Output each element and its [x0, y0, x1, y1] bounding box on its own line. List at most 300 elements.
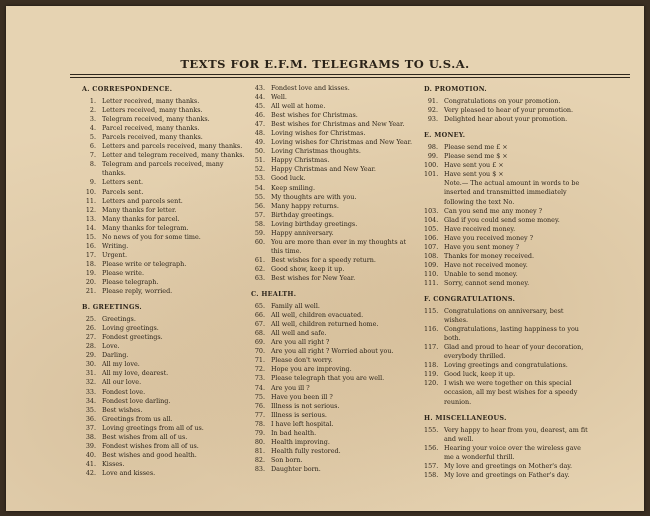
telegram-text-item: [251, 393, 419, 402]
column-left: [82, 84, 248, 478]
item-text: Letters sent.: [102, 178, 144, 187]
telegram-text-item: [251, 220, 419, 229]
item-text: Loving Christmas thoughts.: [271, 147, 361, 156]
item-text: Many thanks for telegram.: [102, 223, 189, 232]
item-text: Health fully restored.: [271, 446, 341, 455]
telegram-text-item: [424, 243, 589, 252]
item-number: 110.: [424, 269, 439, 278]
telegram-text-item: [251, 147, 419, 156]
section-heading: C. HEALTH.: [251, 290, 297, 299]
item-text: All well, children returned home.: [271, 320, 379, 329]
telegram-text-item: [82, 451, 248, 460]
telegram-text-item: [82, 224, 248, 233]
telegram-text-item: [251, 447, 419, 456]
telegram-text-item: [424, 361, 589, 370]
item-text: Illness is not serious.: [271, 401, 340, 410]
item-number: 119.: [424, 370, 439, 379]
item-number: 3.: [89, 115, 96, 124]
telegram-text-item: [251, 184, 419, 193]
item-text: My thoughts are with you.: [271, 192, 357, 201]
telegram-text-item: [82, 287, 248, 296]
item-text: Have sent you £ ×: [444, 161, 504, 170]
section-gap: [424, 124, 589, 130]
telegram-text-item: [251, 374, 419, 383]
item-text: Letter and telegram received, many thanks.: [102, 151, 245, 160]
item-text: Good luck.: [271, 174, 306, 183]
item-text: Parcel received, many thanks.: [102, 124, 200, 133]
item-number: 11.: [85, 196, 96, 205]
item-number: 18.: [85, 259, 96, 268]
item-number: 56.: [254, 201, 265, 210]
item-number: 14.: [85, 223, 96, 232]
item-number: 30.: [85, 360, 96, 369]
item-number: 76.: [254, 401, 265, 410]
section-heading: B. GREETINGS.: [82, 303, 142, 312]
item-number: 47.: [254, 120, 265, 129]
column-right: [424, 84, 589, 480]
item-number: 67.: [254, 320, 265, 329]
section-gap: [251, 283, 419, 289]
item-text: Glad and proud to hear of your decoration, everybody thrilled.: [444, 343, 584, 361]
telegram-text-item: [251, 274, 419, 283]
item-text: Illness is serious.: [271, 410, 327, 419]
item-text: Have not received money.: [444, 260, 528, 269]
item-text: Fondest wishes from all of us.: [102, 441, 199, 450]
item-number: 31.: [85, 369, 96, 378]
telegram-text-item: [424, 216, 589, 225]
item-number: 8.: [89, 160, 96, 169]
telegram-text-item: [82, 142, 248, 151]
item-text: All well and safe.: [271, 329, 327, 338]
telegram-text-item: [82, 278, 248, 287]
item-number: 48.: [254, 129, 265, 138]
item-text: Please write.: [102, 268, 144, 277]
item-text: Best wishes for a speedy return.: [271, 255, 376, 264]
item-text: Loving wishes for Christmas and New Year.: [271, 138, 412, 147]
telegram-text-item: [424, 370, 589, 379]
item-number: 5.: [89, 133, 96, 142]
item-number: 83.: [254, 464, 265, 473]
item-text: Many thanks for letter.: [102, 205, 177, 214]
item-text: Are you all right ? Worried about you.: [271, 347, 394, 356]
item-text: Hearing your voice over the wireless gave me a wonderful thrill.: [444, 443, 581, 461]
item-number: 157.: [424, 461, 439, 470]
item-number: 106.: [424, 233, 439, 242]
item-text: You are more than ever in my thoughts at this time.: [271, 237, 407, 255]
item-number: 101.: [424, 170, 439, 179]
telegram-text-item: [251, 384, 419, 393]
item-number: 111.: [424, 278, 439, 287]
item-number: 99.: [427, 152, 438, 161]
telegram-text-item: [424, 115, 589, 124]
item-number: 79.: [254, 428, 265, 437]
item-number: 38.: [85, 432, 96, 441]
item-number: 82.: [254, 455, 265, 464]
telegram-text-item: [251, 356, 419, 365]
item-number: 158.: [424, 470, 439, 479]
item-number: 116.: [424, 325, 439, 334]
item-number: 58.: [254, 219, 265, 228]
item-number: 34.: [85, 396, 96, 405]
telegram-text-item: [251, 465, 419, 474]
item-text: Please don't worry.: [271, 356, 333, 365]
item-number: 26.: [85, 324, 96, 333]
item-number: 78.: [254, 419, 265, 428]
item-number: 39.: [85, 441, 96, 450]
telegram-text-item: [82, 97, 248, 106]
telegram-text-item: [251, 256, 419, 265]
item-text: Very happy to hear from you, dearest, am fit and well.: [444, 425, 588, 443]
telegram-text-item: [251, 438, 419, 447]
telegram-text-item: [82, 197, 248, 206]
item-text: Many thanks for parcel.: [102, 214, 180, 223]
item-text: No news of you for some time.: [102, 232, 201, 241]
item-text: Unable to send money.: [444, 269, 518, 278]
item-text: All well, children evacuated.: [271, 311, 364, 320]
section-heading: F. CONGRATULATIONS.: [424, 294, 516, 303]
telegram-text-item: [251, 129, 419, 138]
item-text: Have you received money ?: [444, 233, 534, 242]
item-text: Telegram received, many thanks.: [102, 115, 210, 124]
item-text: All well at home.: [271, 102, 326, 111]
item-number: 108.: [424, 251, 439, 260]
item-number: 6.: [89, 142, 96, 151]
section-gap: [424, 407, 589, 413]
item-number: 74.: [254, 383, 265, 392]
section-gap: [82, 296, 248, 302]
item-number: 32.: [85, 378, 96, 387]
item-text: Please telegraph that you are well.: [271, 374, 385, 383]
telegram-text-item: [82, 242, 248, 251]
item-text: Daughter born.: [271, 464, 321, 473]
telegram-text-item: [251, 120, 419, 129]
telegram-text-item: [251, 347, 419, 356]
item-text: Have you been ill ?: [271, 392, 333, 401]
item-number: 80.: [254, 437, 265, 446]
telegram-text-item: [424, 152, 589, 161]
item-number: 21.: [85, 287, 96, 296]
item-text: Loving wishes for Christmas.: [271, 129, 366, 138]
telegram-text-item: [251, 265, 419, 274]
telegram-text-item: [251, 402, 419, 411]
telegram-text-item: [82, 397, 248, 406]
item-text: Letters and parcels sent.: [102, 196, 183, 205]
item-text: Best wishes and good health.: [102, 450, 197, 459]
item-number: 45.: [254, 102, 265, 111]
section-gap: [424, 288, 589, 294]
title-rule: [70, 74, 630, 75]
telegram-text-item: [251, 420, 419, 429]
item-text: Loving birthday greetings.: [271, 219, 358, 228]
item-text: Many happy returns.: [271, 201, 339, 210]
item-text: Kisses.: [102, 459, 125, 468]
item-text: Fondest love.: [102, 387, 146, 396]
item-number: 77.: [254, 410, 265, 419]
telegram-text-item: [82, 106, 248, 115]
telegram-texts-sheet: [6, 6, 644, 511]
item-text: Loving greetings from all of us.: [102, 423, 204, 432]
item-text: Best wishes for Christmas and New Year.: [271, 120, 405, 129]
item-text: Love and kisses.: [102, 468, 156, 477]
item-number: 62.: [254, 264, 265, 273]
item-text: I wish we were together on this special occasion, all my best wishes for a speedy reunion.: [444, 379, 578, 406]
item-text: All my love, dearest.: [102, 369, 169, 378]
item-text: Thanks for money received.: [444, 251, 534, 260]
telegram-text-item: [251, 302, 419, 311]
telegram-text-item: [424, 307, 589, 325]
item-number: 51.: [254, 156, 265, 165]
telegram-text-item: [82, 178, 248, 187]
item-text: Letters received, many thanks.: [102, 106, 203, 115]
telegram-text-item: [251, 365, 419, 374]
telegram-text-item: [424, 444, 589, 462]
telegram-text-item: [82, 188, 248, 197]
item-text: Good show, keep it up.: [271, 264, 345, 273]
item-text: Telegram and parcels received, many thanks.: [102, 160, 224, 178]
item-number: 73.: [254, 374, 265, 383]
telegram-text-item: [82, 160, 248, 178]
telegram-text-item: [424, 426, 589, 444]
item-number: 115.: [424, 307, 439, 316]
item-text: Happy anniversary.: [271, 228, 334, 237]
item-text: Please telegraph.: [102, 277, 159, 286]
telegram-text-item: [424, 234, 589, 243]
title-rule-thin: [70, 77, 630, 78]
item-text: Congratulations, lasting happiness to you both.: [444, 325, 579, 343]
item-number: 40.: [85, 450, 96, 459]
telegram-text-item: [251, 320, 419, 329]
item-number: 36.: [85, 414, 96, 423]
item-text: Happy Christmas and New Year.: [271, 165, 376, 174]
item-number: 35.: [85, 405, 96, 414]
telegram-text-item: [424, 261, 589, 270]
item-text: Note.— The actual amount in words to be inserted and transmitted immediately following the text No.: [444, 179, 580, 206]
item-number: 44.: [254, 93, 265, 102]
telegram-text-item: [251, 165, 419, 174]
item-text: Have you sent money ?: [444, 242, 520, 251]
item-number: 91.: [427, 97, 438, 106]
telegram-text-item: [82, 378, 248, 387]
telegram-text-item: [424, 270, 589, 279]
telegram-text-item: [251, 311, 419, 320]
item-number: 81.: [254, 446, 265, 455]
item-text: Fondest greetings.: [102, 333, 163, 342]
item-number: 69.: [254, 338, 265, 347]
telegram-text-item: [82, 460, 248, 469]
item-number: [424, 179, 444, 206]
item-number: 16.: [85, 241, 96, 250]
item-number: 42.: [85, 468, 96, 477]
item-text: Best wishes for New Year.: [271, 273, 356, 282]
item-number: 60.: [254, 237, 265, 246]
item-number: 50.: [254, 147, 265, 156]
item-number: 49.: [254, 138, 265, 147]
telegram-text-item: [251, 156, 419, 165]
item-text: Family all well.: [271, 302, 320, 311]
item-text: Please write or telegraph.: [102, 259, 187, 268]
telegram-text-item: [251, 202, 419, 211]
item-number: 104.: [424, 215, 439, 224]
item-number: 52.: [254, 165, 265, 174]
item-text: Are you all right ?: [271, 338, 330, 347]
item-number: 71.: [254, 356, 265, 365]
item-number: 72.: [254, 365, 265, 374]
telegram-text-item: [82, 151, 248, 160]
item-number: 37.: [85, 423, 96, 432]
item-number: 109.: [424, 260, 439, 269]
item-number: 75.: [254, 392, 265, 401]
item-number: 66.: [254, 311, 265, 320]
item-number: 68.: [254, 329, 265, 338]
telegram-text-item: [82, 269, 248, 278]
item-text: My love and greetings on Mother's day.: [444, 461, 573, 470]
telegram-text-item: [82, 251, 248, 260]
column-middle: [251, 84, 419, 474]
item-number: 25.: [85, 315, 96, 324]
item-text: All our love.: [102, 378, 142, 387]
item-text: Greetings.: [102, 315, 136, 324]
item-number: 19.: [85, 268, 96, 277]
item-text: I have left hospital.: [271, 419, 334, 428]
telegram-text-item: [424, 279, 589, 288]
telegram-text-item: [424, 325, 589, 343]
item-number: 55.: [254, 192, 265, 201]
item-text: Please send me £ ×: [444, 143, 508, 152]
telegram-text-item: [424, 106, 589, 115]
item-number: 20.: [85, 277, 96, 286]
item-number: 27.: [85, 333, 96, 342]
item-text: Can you send me any money ?: [444, 206, 543, 215]
item-text: In bad health.: [271, 428, 317, 437]
item-text: Birthday greetings.: [271, 210, 334, 219]
item-text: Congratulations on anniversary, best wishes.: [444, 307, 564, 325]
item-number: 28.: [85, 342, 96, 351]
item-text: Best wishes for Christmas.: [271, 111, 358, 120]
item-text: Love.: [102, 342, 120, 351]
telegram-text-item: [82, 360, 248, 369]
telegram-text-item: [251, 111, 419, 120]
item-number: 92.: [427, 106, 438, 115]
telegram-text-item: [82, 351, 248, 360]
telegram-text-item: [82, 442, 248, 451]
item-number: 12.: [85, 205, 96, 214]
item-text: Sorry, cannot send money.: [444, 278, 530, 287]
telegram-text-item: [82, 124, 248, 133]
item-text: Have sent you $ ×: [444, 170, 504, 179]
telegram-text-item: [251, 456, 419, 465]
telegram-text-item: [82, 342, 248, 351]
item-number: 57.: [254, 210, 265, 219]
item-text: Letters and parcels received, many thanks.: [102, 142, 243, 151]
item-number: 4.: [89, 124, 96, 133]
item-number: 156.: [424, 443, 439, 452]
telegram-text-item: [424, 143, 589, 152]
telegram-text-item: [424, 343, 589, 361]
item-text: All my love.: [102, 360, 140, 369]
item-text: Happy Christmas.: [271, 156, 330, 165]
telegram-text-item: [424, 462, 589, 471]
telegram-text-item: [251, 429, 419, 438]
item-text: Urgent.: [102, 250, 128, 259]
item-text: Fondest love and kisses.: [271, 84, 350, 92]
item-text: Please send me $ ×: [444, 152, 508, 161]
item-number: 100.: [424, 161, 439, 170]
item-number: 1.: [89, 97, 96, 106]
telegram-text-item: [82, 333, 248, 342]
item-number: 13.: [85, 214, 96, 223]
item-text: Fondest love darling.: [102, 396, 171, 405]
telegram-text-item: [82, 115, 248, 124]
telegram-text-item: [424, 179, 589, 206]
telegram-text-item: [82, 215, 248, 224]
telegram-text-item: [251, 84, 419, 93]
item-text: Darling.: [102, 351, 129, 360]
telegram-text-item: [82, 260, 248, 269]
telegram-text-item: [424, 471, 589, 480]
section-heading: D. PROMOTION.: [424, 85, 487, 93]
item-number: 10.: [85, 187, 96, 196]
item-text: Well.: [271, 93, 287, 102]
telegram-text-item: [424, 97, 589, 106]
telegram-text-item: [82, 415, 248, 424]
item-number: 155.: [424, 425, 439, 434]
item-number: 2.: [89, 106, 96, 115]
item-text: Health improving.: [271, 437, 330, 446]
telegram-text-item: [424, 207, 589, 216]
telegram-text-item: [82, 406, 248, 415]
item-number: 59.: [254, 228, 265, 237]
item-number: 103.: [424, 206, 439, 215]
item-number: 15.: [85, 232, 96, 241]
item-number: 41.: [85, 459, 96, 468]
item-text: Glad if you could send some money.: [444, 215, 560, 224]
item-text: Best wishes.: [102, 405, 143, 414]
telegram-text-item: [82, 433, 248, 442]
telegram-text-item: [424, 252, 589, 261]
item-number: 9.: [89, 178, 96, 187]
item-text: Are you ill ?: [271, 383, 310, 392]
telegram-text-item: [251, 411, 419, 420]
item-number: 107.: [424, 242, 439, 251]
item-number: 117.: [424, 343, 439, 352]
telegram-text-item: [251, 138, 419, 147]
item-number: 17.: [85, 250, 96, 259]
item-text: Best wishes from all of us.: [102, 432, 188, 441]
telegram-text-item: [82, 133, 248, 142]
item-number: 29.: [85, 351, 96, 360]
telegram-text-item: [82, 324, 248, 333]
item-text: Good luck, keep it up.: [444, 370, 516, 379]
section-heading: E. MONEY.: [424, 131, 466, 140]
item-text: Hope you are improving.: [271, 365, 352, 374]
telegram-text-item: [251, 329, 419, 338]
item-text: Letter received, many thanks.: [102, 97, 200, 106]
telegram-text-item: [82, 424, 248, 433]
item-number: 61.: [254, 255, 265, 264]
telegram-text-item: [82, 369, 248, 378]
telegram-text-item: [82, 388, 248, 397]
item-number: 65.: [254, 302, 265, 311]
item-text: Congratulations on your promotion.: [444, 97, 561, 106]
item-number: 43.: [254, 84, 265, 92]
item-number: 93.: [427, 115, 438, 124]
telegram-text-item: [82, 233, 248, 242]
telegram-text-item: [251, 193, 419, 202]
telegram-text-item: [424, 170, 589, 179]
item-text: Son born.: [271, 455, 303, 464]
item-number: 46.: [254, 111, 265, 120]
item-text: Writing.: [102, 241, 129, 250]
